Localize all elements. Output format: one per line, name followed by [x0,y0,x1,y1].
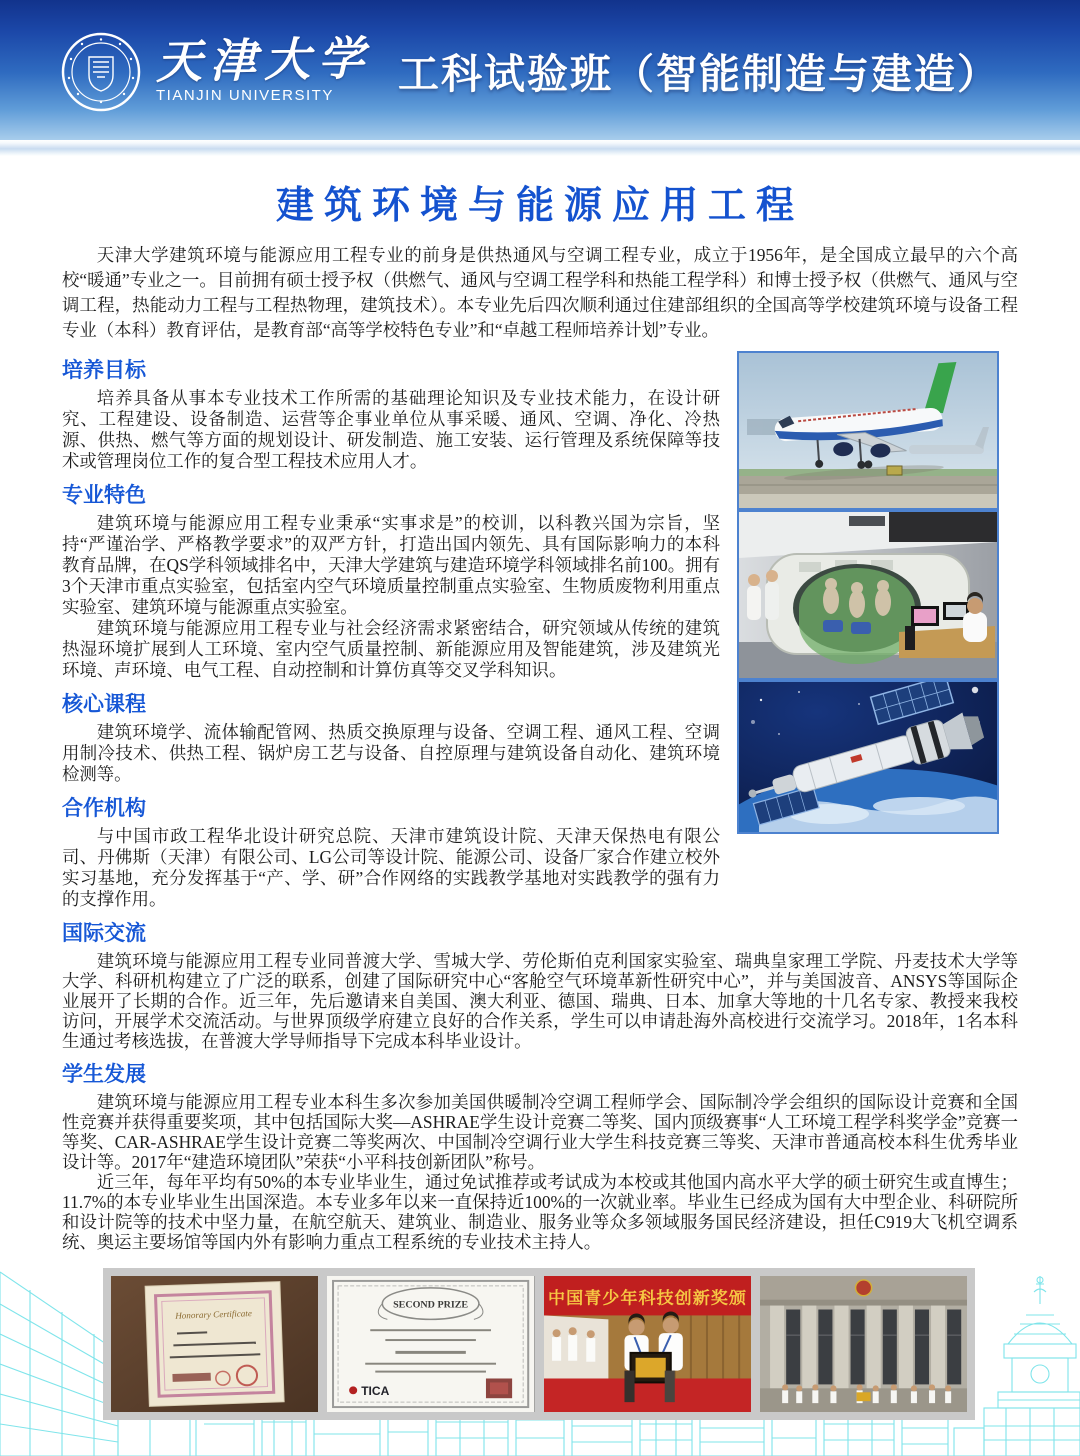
cabin-environment-lab-photo [737,510,999,680]
section-paragraph: 近三年，每年平均有50%的本专业毕业生，通过免试推荐或考试成为本校或其他国内高水平大学的硕士研究生或直博生；11.7%的本专业毕业生出国深造。本专业多年以来一直保持近100%的一次就业率。毕业生已经成为国有大中型企业、科研院所和设计院等的技术中坚力量，在航空航天、建筑业、制造业、服务业等众多领域服务国民经济建设，担任C919大飞机空调系统、奥运主要场馆等国内外有影响力重点工程系统的专业技术主持人。 [62,1172,1018,1252]
two-column-area [62,347,1038,910]
section-paragraph: 建筑环境学、流体输配管网、热质交换原理与设备、空调工程、通风工程、空调用制冷技术、供热工程、锅炉房工艺与设备、自控原理与建筑设备自动化、建筑环境检测等。 [62,722,720,784]
program-title: 工科试验班（智能制造与建造） [398,50,1000,97]
section-paragraph: 与中国市政工程华北设计研究总院、天津市建筑设计院、天津天保热电有限公司、丹佛斯（天津）有限公司、LG公司等设计院、能源公司、设备厂家合作建立校外实习基地，充分发挥基于“产、学、研”合作网络的实践教学基地对实践教学的强有力的支撑作用。 [62,826,720,909]
section-paragraph: 培养具备从事本专业技术工作所需的基础理论知识及专业技术能力，在设计研究、工程建设、设备制造、运营等企事业单位从事采暖、通风、空调、净化、冷热源、供热、燃气等方面的规划设计、研发制造、施工安装、运行管理及系统保障等技术或管理岗位工作的复合型工程技术应用人才。 [62,388,720,471]
section-paragraph: 建筑环境与能源应用工程专业与社会经济需求紧密结合，研究领域从传统的建筑热湿环境扩展到人工环境、室内空气质量控制、新能源应用及智能建筑，涉及建筑光环境、声环境、电气工程、自动控制和计算仿真等交叉学科知识。 [62,618,720,680]
honorary-certificate-photo [111,1276,318,1412]
university-name-en: TIANJIN UNIVERSITY [156,86,334,104]
spacecraft-photo [737,680,999,834]
section-heading: 国际交流 [62,922,146,945]
header-banner [0,0,1080,140]
ceremony-banner-text: 中国青少年科技创新奖颁 [547,1288,747,1308]
section-international-exchange [62,922,1018,1051]
second-prize-certificate-photo [327,1276,534,1412]
section-heading: 专业特色 [62,484,146,507]
section-specialty-features [62,484,720,681]
award-ceremony-photo [544,1276,751,1412]
certificate-title: Honorary Certificate [175,1308,253,1321]
section-paragraph: 建筑环境与能源应用工程专业秉承“实事求是”的校训，以科教兴国为宗旨，坚持“严谨治学、严格教学要求”的双严方针，打造出国内领先、具有国际影响力的本科教育品牌，在QS学科领域排名中，天津大学建筑与建造环境学科领域排名前100。拥有3个天津市重点实验室，包括室内空气环境质量控制重点实验室、生物质废物利用重点实验室、建筑环境与能源重点实验室。 [62,513,720,617]
text-column [62,347,720,910]
section-training-goal [62,359,720,472]
image-column [737,347,999,910]
section-heading: 培养目标 [62,359,146,382]
section-paragraph: 建筑环境与能源应用工程专业本科生多次参加美国供暖制冷空调工程师学会、国际制冷学会组织的国际设计竞赛和全国性竞赛并获得重要奖项，其中包括国际大奖—ASHRAE学生设计竞赛二等奖、国内顶级赛事“人工环境工程学科奖学金”竞赛一等奖、CAR-ASHRAE学生设计竞赛二等奖两次、中国制冷空调行业大学生科技竞赛三等奖、天津市普通高校本科生优秀毕业设计等。2017年“建造环境团队”荣获“小平科技创新团队”称号。 [62,1092,1018,1172]
university-seal-icon [60,31,142,113]
prize-title: SECOND PRIZE [393,1299,469,1311]
section-core-courses [62,693,720,785]
header-wave-divider [0,140,1080,156]
c919-aircraft-photo [737,351,999,510]
great-hall-photo [760,1276,967,1412]
section-heading: 核心课程 [62,693,146,716]
section-heading: 合作机构 [62,797,146,820]
intro-paragraph: 天津大学建筑环境与能源应用工程专业的前身是供热通风与空调工程专业，成立于1956年，是全国成立最早的六个高校“暖通”专业之一。目前拥有硕士授予权（供燃气、通风与空调工程学科和热能工程学科）和博士授予权（供燃气、通风与空调工程，热能动力工程与工程热物理，建筑技术）。本专业先后四次顺利通过住建部组织的全国高等学校建筑环境与设备工程专业（本科）教育评估，是教育部“高等学校特色专业”和“卓越工程师培养计划”专业。 [62,245,1018,340]
tica-logo-label: TICA [361,1384,390,1399]
section-cooperation [62,797,720,910]
page-title: 建筑环境与能源应用工程 [275,185,804,227]
university-name-cn: 天津大学 [155,32,373,88]
section-paragraph: 建筑环境与能源应用工程专业同普渡大学、雪城大学、劳伦斯伯克利国家实验室、瑞典皇家理工学院、丹麦技术大学等大学、科研机构建立了广泛的联系，创建了国际研究中心“客舱空气环境革新性研究中心”，并与美国波音、ANSYS等国际企业展开了长期的合作。近三年，先后邀请来自美国、澳大利亚、德国、瑞典、日本、加拿大等地的十几名专家、教授来我校访问，开展学术交流活动。与世界顶级学府建立良好的合作关系，学生可以申请赴海外高校进行交流学习。2018年，1名本科生通过考核选拔，在普渡大学导师指导下完成本科毕业设计。 [62,951,1018,1051]
photo-strip [103,1268,975,1420]
section-heading: 学生发展 [62,1063,146,1086]
